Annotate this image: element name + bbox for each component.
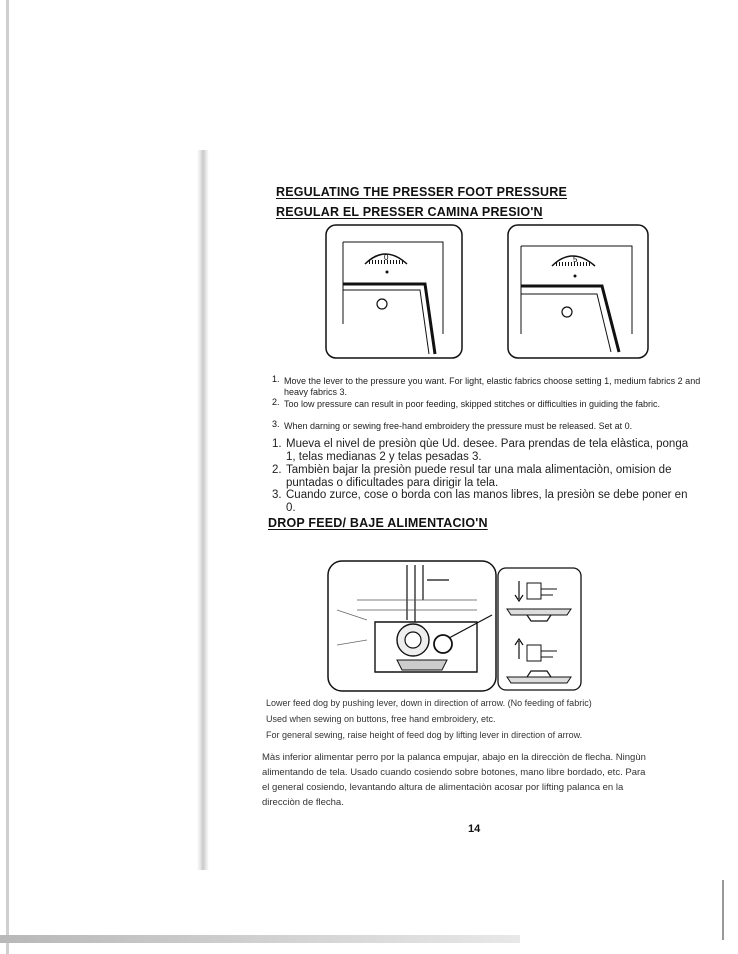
- feed-dog-lever-figure: [497, 567, 582, 692]
- en-item-number: 1.: [272, 374, 280, 384]
- presser-dial-figure-right: [507, 224, 649, 359]
- heading-pressure-en: REGULATING THE PRESSER FOOT PRESSURE: [276, 185, 568, 199]
- drop-feed-en-line: For general sewing, raise height of feed dog by lifting lever in direction of arrow.: [266, 730, 583, 740]
- pressure-en-item: When darning or sewing free-hand embroidery the pressure must be released. Set at 0.: [284, 421, 633, 431]
- heading-pressure-es: REGULAR EL PRESSER CAMINA PRESIO'N: [276, 205, 543, 219]
- en-item-number: 2.: [272, 397, 280, 407]
- scan-bottom-strip: [0, 935, 520, 943]
- drop-feed-es-paragraph: Màs inferior alimentar perro por la palanca empujar, abajo en la direcciòn de flecha. Ningùn alimentando de tela. Usado cuando cosiendo sobre botones, mano libre bordado, etc. Para el general cosiendo, levantando altura de alimentaciòn acosar por lifting palanca en la direcciòn de flecha.: [262, 752, 646, 808]
- dial-value-right: 5: [573, 255, 578, 264]
- scan-edge-mark: [722, 880, 724, 940]
- drop-feed-en-line: Used when sewing on buttons, free hand embroidery, etc.: [266, 714, 496, 724]
- pressure-en-item: Too low pressure can result in poor feeding, skipped stitches or difficulties in guiding the fabric.: [284, 399, 661, 409]
- pressure-en-item: Move the lever to the pressure you want. For light, elastic fabrics choose setting 1, medium fabrics 2 and heavy fabrics 3.: [284, 376, 701, 397]
- page-number: 14: [468, 823, 481, 835]
- presser-dial-figure-left: [325, 224, 463, 359]
- es-item-number: 2.: [272, 464, 282, 476]
- es-item-number: 1.: [272, 438, 282, 450]
- es-item-number: 3.: [272, 489, 282, 501]
- scan-binding-shadow: [197, 150, 209, 870]
- drop-feed-en-line: Lower feed dog by pushing lever, down in direction of arrow. (No feeding of fabric): [266, 698, 592, 708]
- dial-value-left: 0: [384, 253, 389, 262]
- heading-drop-feed: DROP FEED/ BAJE ALIMENTACIO'N: [268, 516, 488, 530]
- pressure-es-item: Mueva el nivel de presiòn qùe Ud. desee. Para prendas de tela elàstica, ponga 1, telas medianas 2 y telas pesadas 3.: [286, 438, 689, 463]
- en-item-number: 3.: [272, 419, 280, 429]
- pressure-es-item: Tambièn bajar la presiòn puede resul tar una mala alimentaciòn, omision de puntadas o dificultades para dirigir la tela.: [286, 464, 672, 489]
- pressure-es-item: Cuando zurce, cose o borda con las manos libres, la presiòn se debe poner en 0.: [286, 489, 688, 514]
- scan-edge: [6, 0, 9, 954]
- drop-feed-machine-figure: [327, 560, 497, 695]
